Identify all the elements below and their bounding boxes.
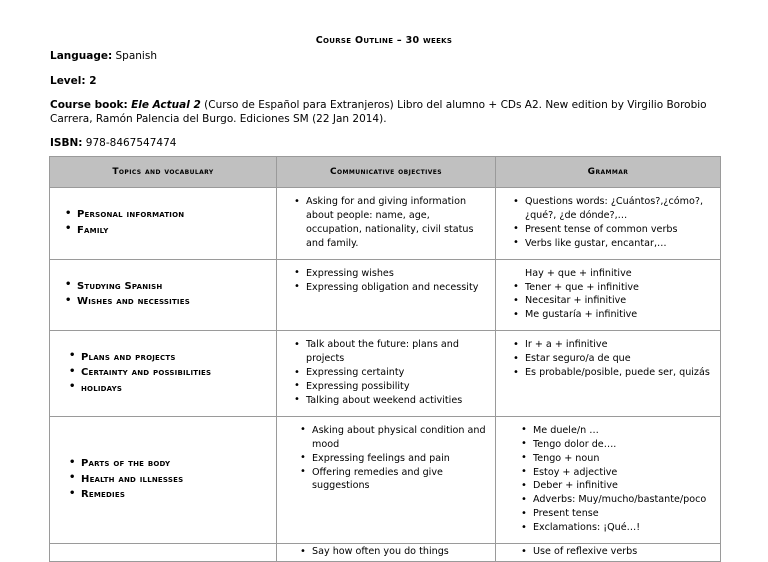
- topics-cell: [50, 544, 277, 562]
- list-item: Hay + que + infinitive: [525, 267, 632, 279]
- cell-content: [50, 449, 276, 511]
- table-row: [50, 416, 721, 543]
- objectives-cell: [277, 331, 496, 417]
- list-item: • Remedies: [66, 487, 268, 503]
- list-item: • Tengo dolor de….: [518, 438, 712, 452]
- column-header-grammar: Grammar: [496, 157, 721, 188]
- cell-content: [496, 260, 720, 331]
- list-item: • Necesitar + infinitive: [510, 294, 712, 308]
- bullet-list: [66, 456, 268, 503]
- list-item: • Tener + que + infinitive: [510, 281, 712, 295]
- cell-content: [50, 272, 276, 318]
- course-outline-table: [49, 156, 721, 562]
- coursebook-title: Ele Actual 2: [131, 98, 201, 111]
- cell-content: [496, 331, 720, 388]
- list-item: • Studying Spanish: [62, 279, 268, 295]
- list-item: • Adverbs: Muy/mucho/bastante/poco: [518, 493, 712, 507]
- list-item: • Talk about the future: plans and projects: [291, 338, 487, 366]
- list-item: • Expressing possibility: [291, 380, 487, 394]
- cell-content: [277, 544, 495, 561]
- bullet-list: [291, 195, 487, 251]
- grammar-cell: [496, 331, 721, 417]
- language-value: Spanish: [112, 50, 157, 63]
- topics-cell: [50, 331, 277, 417]
- list-item: • Estoy + adjective: [518, 466, 712, 480]
- list-item: • Questions words: ¿Cuántos?,¿cómo?, ¿qué?, ¿de dónde?,…: [510, 195, 712, 223]
- cell-content: [277, 188, 495, 259]
- topics-cell: [50, 416, 277, 543]
- coursebook-line: [50, 98, 728, 126]
- list-item: • Offering remedies and give suggestions: [297, 466, 487, 494]
- cell-content: [50, 551, 276, 554]
- list-item: • Personal information: [62, 207, 268, 223]
- table-row: [50, 259, 721, 331]
- table-body: [50, 188, 721, 562]
- bullet-list: [62, 207, 268, 238]
- bullet-list: [291, 267, 487, 295]
- table-header-row: [50, 157, 721, 188]
- document-metadata: [0, 49, 768, 150]
- list-item: • Use of reflexive verbs: [518, 545, 712, 559]
- list-item: • Exclamations: ¡Qué…!: [518, 521, 712, 535]
- list-item: • Asking about physical condition and mood: [297, 424, 487, 452]
- list-item: • Plans and projects: [66, 350, 268, 366]
- objectives-cell: [277, 416, 496, 543]
- list-item: • Ir + a + infinitive: [510, 338, 712, 352]
- bullet-list: [62, 279, 268, 310]
- bullet-list: [510, 195, 712, 251]
- list-item: • Expressing wishes: [291, 267, 487, 281]
- table-row: [50, 188, 721, 260]
- list-item: • Say how often you do things: [297, 545, 487, 559]
- page-title: Course Outline – 30 weeks: [315, 35, 453, 46]
- list-item: • Present tense of common verbs: [510, 223, 712, 237]
- list-item: • Expressing certainty: [291, 366, 487, 380]
- bullet-list: [291, 338, 487, 408]
- bullet-list: [297, 424, 487, 494]
- language-line: [50, 49, 728, 63]
- list-item: • Es probable/posible, puede ser, quizás: [510, 366, 712, 380]
- bullet-list: [518, 424, 712, 535]
- bullet-list: [510, 338, 712, 380]
- cell-content: [496, 417, 720, 543]
- list-item: • Talking about weekend activities: [291, 394, 487, 408]
- list-item: • Estar seguro/a de que: [510, 352, 712, 366]
- coursebook-details: (Curso de Español para Extranjeros) Libro del alumno + CDs A2. New edition by Virgilio Borobio Carrera, Ramón Palencia del Burgo. Ediciones SM (22 Jan 2014).: [50, 98, 707, 125]
- bullet-list: [510, 267, 712, 323]
- cell-content: [496, 544, 720, 561]
- list-item: • Me duele/n …: [518, 424, 712, 438]
- isbn-value: 978-8467547474: [82, 137, 177, 150]
- isbn-line: [50, 136, 728, 150]
- list-item: • Health and illnesses: [66, 472, 268, 488]
- list-item: • Present tense: [518, 507, 712, 521]
- list-item: • Me gustaría + infinitive: [510, 308, 712, 322]
- language-label: Language:: [50, 50, 113, 63]
- cell-content: [50, 343, 276, 405]
- bullet-list: [518, 545, 712, 559]
- cell-content: [277, 331, 495, 416]
- list-item: • Certainty and possibilities: [66, 365, 268, 381]
- column-header-objectives: Communicative objectives: [277, 157, 496, 188]
- level-line: [50, 74, 728, 88]
- column-header-topics: Topics and vocabulary: [50, 157, 277, 188]
- list-item: • Wishes and necessities: [62, 294, 268, 310]
- isbn-label: ISBN:: [50, 137, 83, 150]
- bullet-list: [66, 350, 268, 397]
- list-item: • Tengo + noun: [518, 452, 712, 466]
- topics-cell: [50, 259, 277, 331]
- list-item: • Asking for and giving information about people: name, age, occupation, nationality, civil status and family.: [291, 195, 487, 251]
- cell-content: [277, 417, 495, 502]
- table-header: [50, 157, 721, 188]
- list-item: • holidays: [66, 381, 268, 397]
- level-label: Level: 2: [50, 74, 97, 87]
- cell-content: [277, 260, 495, 303]
- objectives-cell: [277, 188, 496, 260]
- list-item: • Deber + infinitive: [518, 479, 712, 493]
- list-item: • Parts of the body: [66, 456, 268, 472]
- list-item: • Expressing feelings and pain: [297, 452, 487, 466]
- coursebook-label: Course book:: [50, 98, 128, 111]
- objectives-cell: [277, 259, 496, 331]
- table-row: [50, 331, 721, 417]
- cell-content: [496, 188, 720, 259]
- list-item: • Expressing obligation and necessity: [291, 281, 487, 295]
- grammar-cell: [496, 259, 721, 331]
- objectives-cell: [277, 544, 496, 562]
- table-row: [50, 544, 721, 562]
- list-item: • Verbs like gustar, encantar,…: [510, 237, 712, 251]
- topics-cell: [50, 188, 277, 260]
- bullet-list: [297, 545, 487, 559]
- cell-content: [50, 200, 276, 246]
- grammar-cell: [496, 544, 721, 562]
- grammar-cell: [496, 188, 721, 260]
- grammar-cell: [496, 416, 721, 543]
- list-item: • Family: [62, 223, 268, 239]
